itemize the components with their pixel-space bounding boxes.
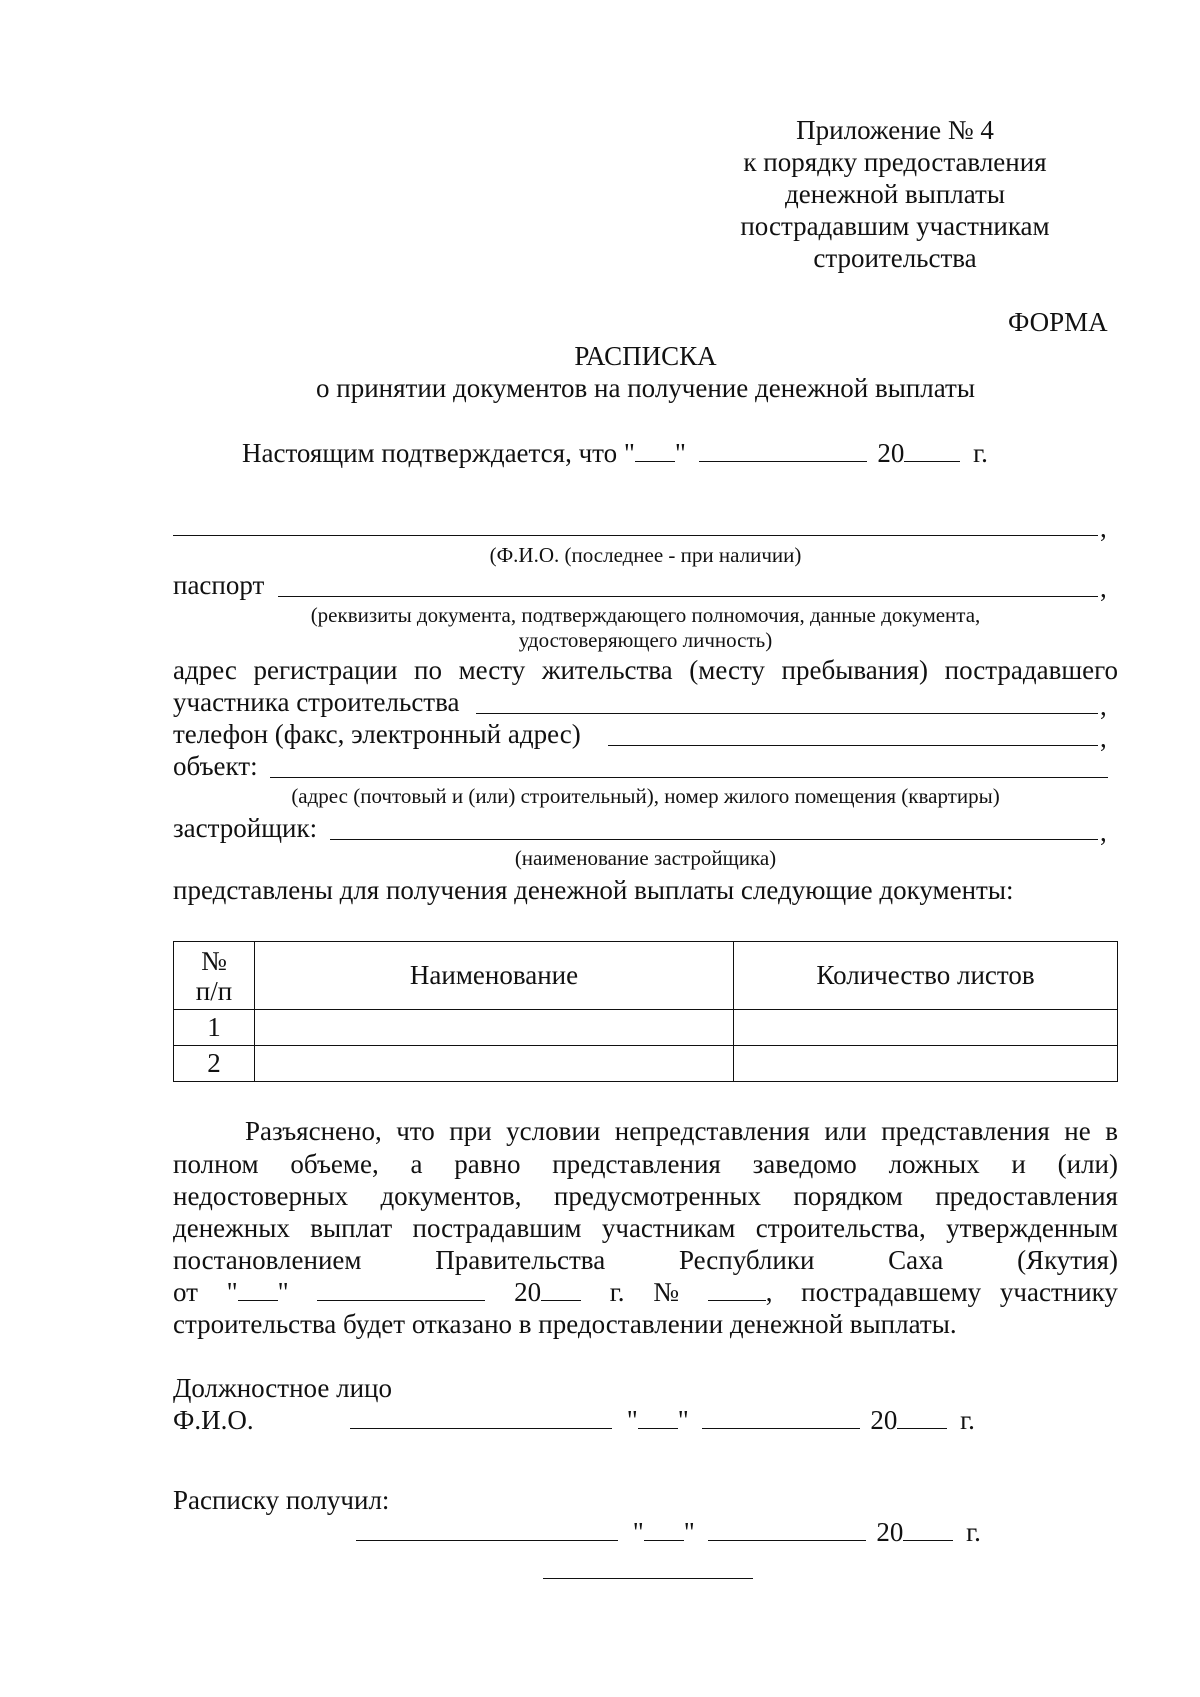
explanation-line-3 xyxy=(173,1180,1118,1212)
appendix-line-1: Приложение № 4 xyxy=(796,115,994,145)
object-hint: (адрес (почтовый и (или) строительный), номер жилого помещения (квартиры) xyxy=(291,784,1000,808)
table-row xyxy=(174,1010,1118,1046)
number-field[interactable] xyxy=(708,1278,766,1301)
word: пострадавшему участнику xyxy=(801,1277,1118,1307)
fio-field[interactable] xyxy=(173,535,1098,536)
word: участникам xyxy=(601,1213,736,1243)
word: и xyxy=(1011,1149,1026,1179)
explanation-line-1: Разъяснено, что при условии непредставления или представления не в xyxy=(245,1116,1118,1146)
word: (Якутия) xyxy=(1017,1245,1118,1275)
row-name-cell[interactable] xyxy=(255,1010,734,1046)
header-num xyxy=(174,942,255,1010)
header-sheets: Количество листов xyxy=(734,942,1118,1010)
passport-hint-1: (реквизиты документа, подтверждающего полномочия, данные документа, xyxy=(310,603,981,627)
comma: , xyxy=(1100,817,1107,847)
word: постановлением xyxy=(173,1245,362,1275)
word: недостоверных xyxy=(173,1181,349,1211)
year-field[interactable] xyxy=(897,1406,947,1429)
word: заведомо xyxy=(752,1149,857,1179)
word: предусмотренных xyxy=(553,1181,762,1211)
row-num: 2 xyxy=(174,1046,255,1082)
year-suffix: г. xyxy=(966,1517,981,1547)
appendix-line-3: денежной выплаты xyxy=(785,179,1005,209)
phone-field[interactable] xyxy=(608,745,1098,746)
year-prefix: 20 xyxy=(876,1517,904,1547)
word: представления xyxy=(552,1149,721,1179)
signature-field[interactable] xyxy=(350,1406,612,1429)
year-suffix: г. xyxy=(973,438,988,468)
explanation-line-2 xyxy=(173,1148,1118,1180)
day-field[interactable] xyxy=(638,1406,678,1429)
official-fio: Ф.И.О. xyxy=(173,1405,254,1435)
passport-field[interactable] xyxy=(278,596,1098,597)
year-field[interactable] xyxy=(904,439,960,462)
header-num-abbrev: п/п xyxy=(195,975,233,1006)
phone-label: телефон (факс, электронный адрес) xyxy=(173,719,581,749)
received-sign-line: " " 20 г. xyxy=(356,1516,981,1548)
appendix-line-5: строительства xyxy=(813,243,977,273)
word: строительства, xyxy=(755,1213,926,1243)
word: от xyxy=(173,1277,198,1307)
month-field[interactable] xyxy=(702,1406,860,1429)
quote-close: " xyxy=(674,438,686,468)
word: документов, xyxy=(380,1181,522,1211)
word: выплат xyxy=(310,1213,393,1243)
appendix-line-4: пострадавшим участникам xyxy=(740,211,1050,241)
row-sheets-cell[interactable] xyxy=(734,1010,1118,1046)
header-num-symbol: № xyxy=(201,945,227,976)
signature-field[interactable] xyxy=(356,1518,618,1541)
word: полном xyxy=(173,1149,259,1179)
comma: , xyxy=(1100,691,1107,721)
word: порядком xyxy=(793,1181,903,1211)
official-sign-line: " " 20 г. xyxy=(350,1404,975,1436)
form-label: ФОРМА xyxy=(1008,307,1108,337)
fio-hint: (Ф.И.О. (последнее - при наличии) xyxy=(489,543,802,567)
year-field[interactable] xyxy=(903,1518,953,1541)
explanation-line-7: строительства будет отказано в предоставлении денежной выплаты. xyxy=(173,1309,957,1339)
word: (или) xyxy=(1057,1149,1118,1179)
explanation-line-6 xyxy=(173,1276,1118,1308)
appendix-line-2: к порядку предоставления xyxy=(743,147,1047,177)
documents-table xyxy=(173,941,1118,1082)
month-field[interactable] xyxy=(699,439,867,462)
month-field[interactable] xyxy=(708,1518,866,1541)
word: Правительства xyxy=(435,1245,606,1275)
year-prefix: 20 xyxy=(877,438,905,468)
word: Республики xyxy=(678,1245,815,1275)
day-field[interactable] xyxy=(635,439,675,462)
word: равно xyxy=(454,1149,521,1179)
comma: , xyxy=(1100,513,1107,543)
page-title: РАСПИСКА xyxy=(574,341,717,371)
word: объеме, xyxy=(290,1149,379,1179)
word: ложных xyxy=(888,1149,980,1179)
confirm-text: Настоящим подтверждается, что " xyxy=(242,438,635,468)
table-header-row xyxy=(174,942,1118,1010)
passport-hint-2: удостоверяющего личность) xyxy=(518,628,773,652)
word: утвержденным xyxy=(946,1213,1118,1243)
row-sheets-cell[interactable] xyxy=(734,1046,1118,1082)
year-suffix: г. xyxy=(960,1405,975,1435)
row-num: 1 xyxy=(174,1010,255,1046)
comma: , xyxy=(1100,723,1107,753)
year-prefix: 20 xyxy=(870,1405,898,1435)
address-line: адрес регистрации по месту жительства (месту пребывания) пострадавшего xyxy=(173,655,1118,685)
day-field[interactable] xyxy=(238,1278,278,1301)
header-name: Наименование xyxy=(255,942,734,1010)
object-field[interactable] xyxy=(270,777,1108,778)
confirm-line xyxy=(242,437,988,469)
received-label: Расписку получил: xyxy=(173,1485,390,1515)
object-label: объект: xyxy=(173,751,258,781)
word: денежных xyxy=(173,1213,290,1243)
year-prefix: 20 xyxy=(514,1277,542,1307)
explanation-line-4 xyxy=(173,1212,1118,1244)
row-name-cell[interactable] xyxy=(255,1046,734,1082)
day-field[interactable] xyxy=(644,1518,684,1541)
explanation-line-5 xyxy=(173,1244,1118,1276)
word: предоставления xyxy=(935,1181,1118,1211)
comma: , xyxy=(1100,573,1107,603)
word: г. xyxy=(609,1277,625,1307)
month-field[interactable] xyxy=(317,1278,485,1301)
year-field[interactable] xyxy=(541,1278,581,1301)
date-year xyxy=(514,1276,581,1308)
word: № xyxy=(653,1277,679,1307)
developer-hint: (наименование застройщика) xyxy=(514,846,777,870)
developer-label: застройщик: xyxy=(173,813,318,843)
bottom-line[interactable] xyxy=(543,1578,753,1579)
word: пострадавшим xyxy=(412,1213,582,1243)
docs-intro: представлены для получения денежной выплаты следующие документы: xyxy=(173,875,1014,905)
page-subtitle: о принятии документов на получение денежной выплаты xyxy=(316,373,975,403)
developer-field[interactable] xyxy=(330,839,1098,840)
passport-label: паспорт xyxy=(173,570,265,600)
table-row xyxy=(174,1046,1118,1082)
word: Саха xyxy=(888,1245,944,1275)
official-label: Должностное лицо xyxy=(173,1373,392,1403)
address-field[interactable] xyxy=(476,713,1098,714)
word: а xyxy=(410,1149,423,1179)
date-day: " " xyxy=(226,1277,289,1307)
participant-label: участника строительства xyxy=(173,687,460,717)
number-block: , xyxy=(708,1276,773,1308)
